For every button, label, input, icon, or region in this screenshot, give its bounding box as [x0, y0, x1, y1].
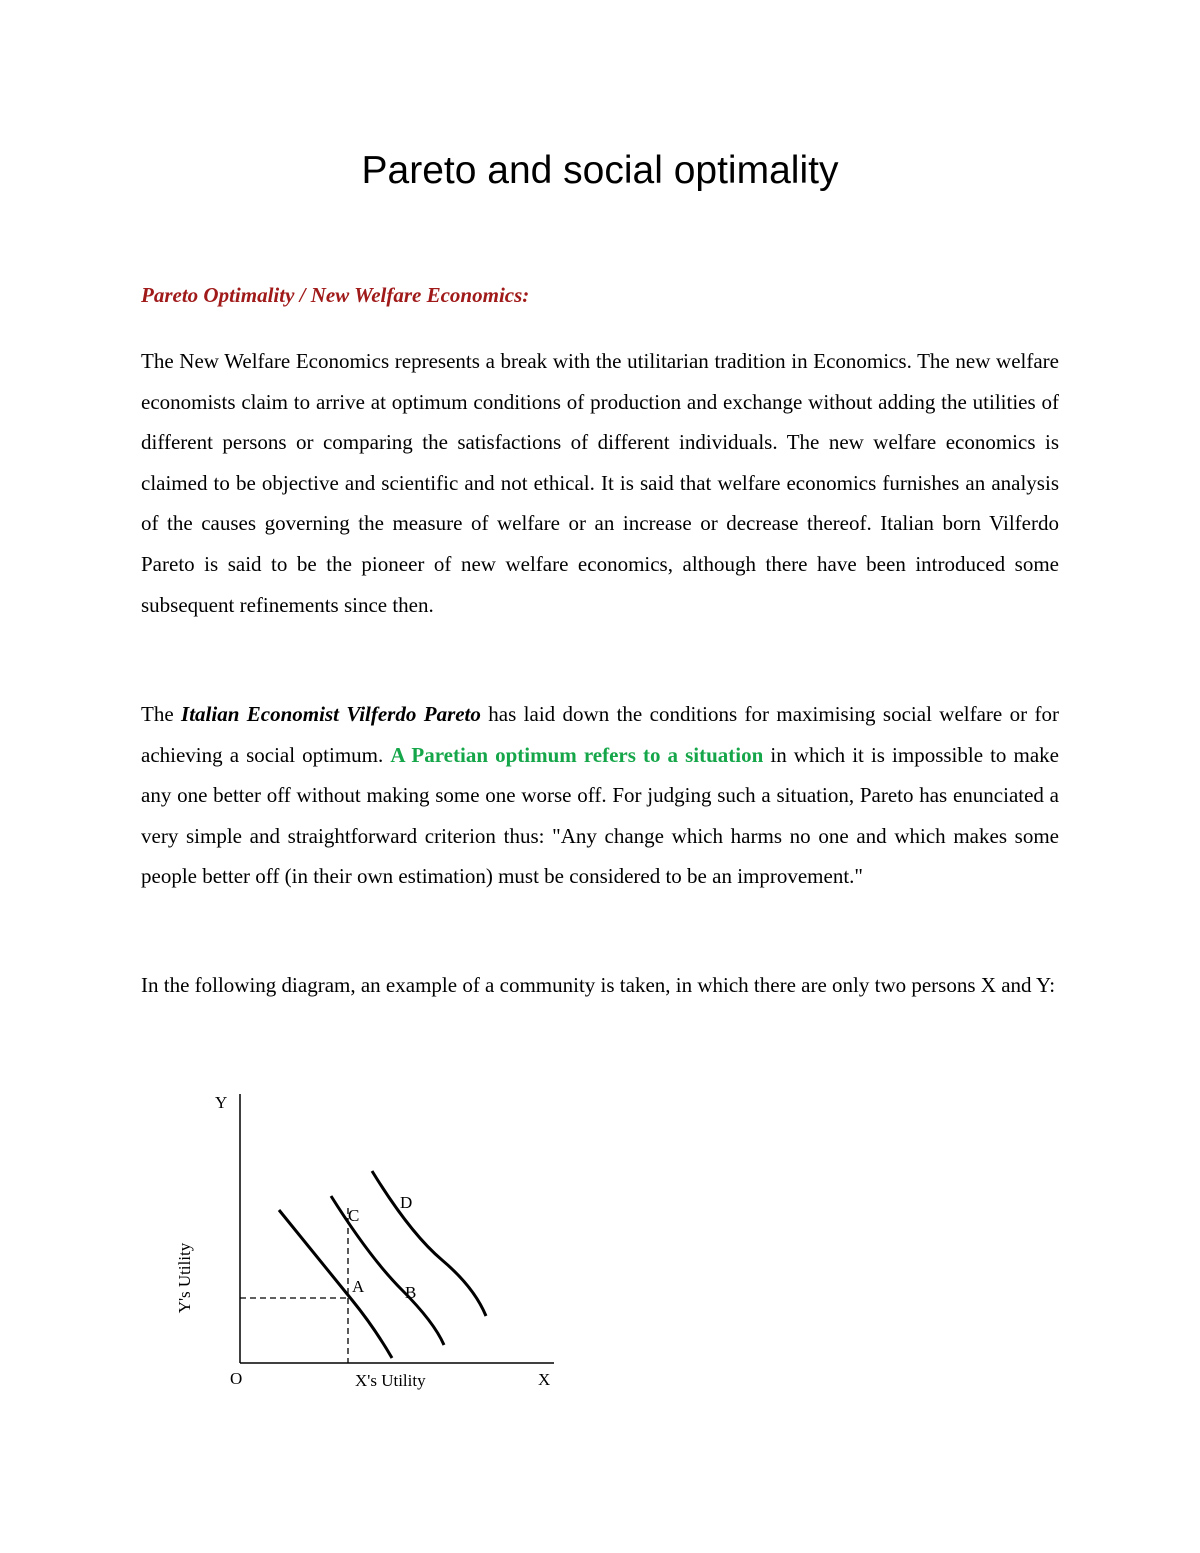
point-label-c: C [348, 1206, 360, 1225]
point-label-b: B [405, 1283, 417, 1302]
paragraph-diagram-intro: In the following diagram, an example of a community is taken, in which there are only two persons X and Y: [141, 973, 1056, 997]
y-axis-label: Y's Utility [175, 1242, 194, 1314]
x-axis-label: X's Utility [355, 1371, 426, 1390]
paragraph-text: has laid down the conditions for maximising social welfare or for achieving a social optimum. [141, 702, 1059, 767]
paragraph-text: in which it is impossible to make any one better off without making some one worse off. For judging such a situation, Pareto has enunciated a very simple and straightforward criterion thus: "Any change which harms no one and which makes some people better off (in their own estimation) must be considered to be an improvement." [141, 742, 1059, 889]
paragraph-text: The [141, 702, 182, 726]
paragraph-welfare-economics: The New Welfare Economics represents a break with the utilitarian tradition in Economics. The new welfare economists claim to arrive at optimum conditions of production and exchange without adding the utilities of different persons or comparing the satisfactions of different individuals. The new welfare economics is claimed to be objective and scientific and not ethical. It is said that welfare economics furnishes an analysis of the causes governing the measure of welfare or an increase or decrease thereof. Italian born Vilferdo Pareto is said to be the pioneer of new welfare economics, although there have been introduced some subsequent refinements since then. [141, 349, 1059, 617]
pareto-name-emphasis: Italian Economist Vilferdo Pareto [181, 702, 481, 726]
y-axis-letter: Y [215, 1093, 228, 1112]
section-heading: Pareto Optimality / New Welfare Economics: [141, 283, 530, 307]
paretian-optimum-highlight: A Paretian optimum refers to a situation [390, 742, 764, 767]
point-label-d: D [400, 1193, 413, 1212]
utility-diagram [140, 1078, 580, 1398]
origin-label: O [230, 1369, 243, 1388]
paragraph-pareto-optimum [141, 694, 1059, 897]
x-axis-letter: X [538, 1370, 551, 1389]
page-title: Pareto and social optimality [361, 149, 839, 192]
utility-curve-1 [279, 1210, 392, 1358]
utility-curve-3 [372, 1171, 486, 1316]
point-label-a: A [352, 1277, 365, 1296]
